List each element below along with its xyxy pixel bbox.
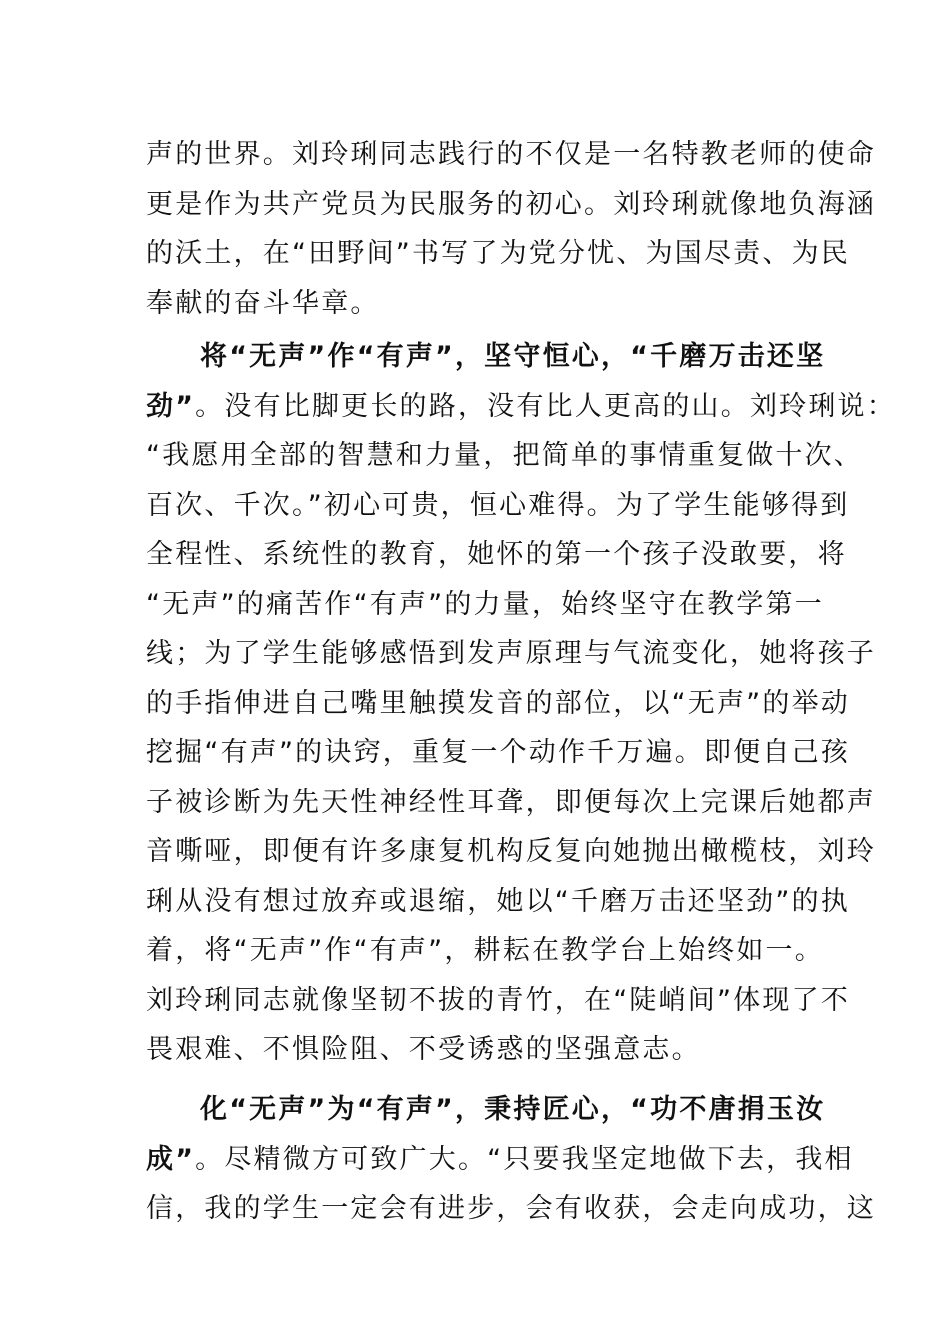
paragraph-line: 琍从没有想过放弃或退缩，她以“千磨万击还坚劲”的执	[146, 885, 850, 917]
paragraph-text: 。尽精微方可致广大。“只要我坚定地做下去，我相	[195, 1143, 854, 1175]
paragraph-line: 子被诊断为先天性神经性耳聋，即便每次上完课后她都声	[146, 786, 876, 818]
section-heading: 化“无声”为“有声”，秉持匠心，“功不唐捐玉汝	[200, 1094, 826, 1125]
paragraph-line: 更是作为共产党员为民服务的初心。刘玲琍就像地负海涵	[146, 188, 876, 220]
paragraph-2	[146, 332, 896, 1075]
paragraph-line: 音嘶哑，即便有许多康复机构反复向她抛出橄榄枝，刘玲	[146, 836, 876, 867]
paragraph-text: 。没有比脚更长的路，没有比人更高的山。刘玲琍说：	[195, 390, 896, 422]
paragraph-line: 线；为了学生能够感悟到发声原理与气流变化，她将孩子	[146, 638, 876, 669]
paragraph-line: “无声”的痛苦作“有声”的力量，始终坚守在教学第一	[146, 588, 824, 620]
paragraph-1	[146, 130, 876, 328]
paragraph-line	[146, 382, 896, 432]
paragraph-line: 挖掘“有声”的诀窍，重复一个动作千万遍。即便自己孩	[146, 737, 850, 768]
paragraph-line: 百次、千次。”初心可贵，恒心难得。为了学生能够得到	[146, 489, 850, 521]
paragraph-line: “我愿用全部的智慧和力量，把简单的事情重复做十次、	[146, 440, 863, 471]
paragraph-line: 的手指伸进自己嘴里触摸发音的部位，以“无声”的举动	[146, 687, 850, 719]
paragraph-line: 声的世界。刘玲琍同志践行的不仅是一名特教老师的使命	[146, 139, 876, 170]
paragraph-line	[146, 1135, 854, 1185]
paragraph-line: 着，将“无声”作“有声”，耕耘在教学台上始终如一。	[146, 935, 824, 966]
section-heading-end: 劲”	[146, 390, 196, 422]
paragraph-3	[146, 1085, 876, 1234]
section-heading: 将“无声”作“有声”，坚守恒心，“千磨万击还坚	[200, 341, 826, 372]
paragraph-line: 奉献的奋斗华章。	[146, 287, 380, 319]
section-heading-end: 成”	[146, 1143, 196, 1175]
paragraph-line: 信，我的学生一定会有进步，会有收获，会走向成功，这	[146, 1193, 876, 1224]
paragraph-line: 畏艰难、不惧险阻、不受诱惑的坚强意志。	[146, 1034, 701, 1065]
paragraph-line: 的沃土，在“田野间”书写了为党分忧、为国尽责、为民	[146, 238, 850, 269]
paragraph-line: 刘玲琍同志就像坚韧不拔的青竹，在“陡峭间”体现了不	[146, 984, 850, 1016]
paragraph-line: 全程性、系统性的教育，她怀的第一个孩子没敢要，将	[146, 539, 847, 570]
